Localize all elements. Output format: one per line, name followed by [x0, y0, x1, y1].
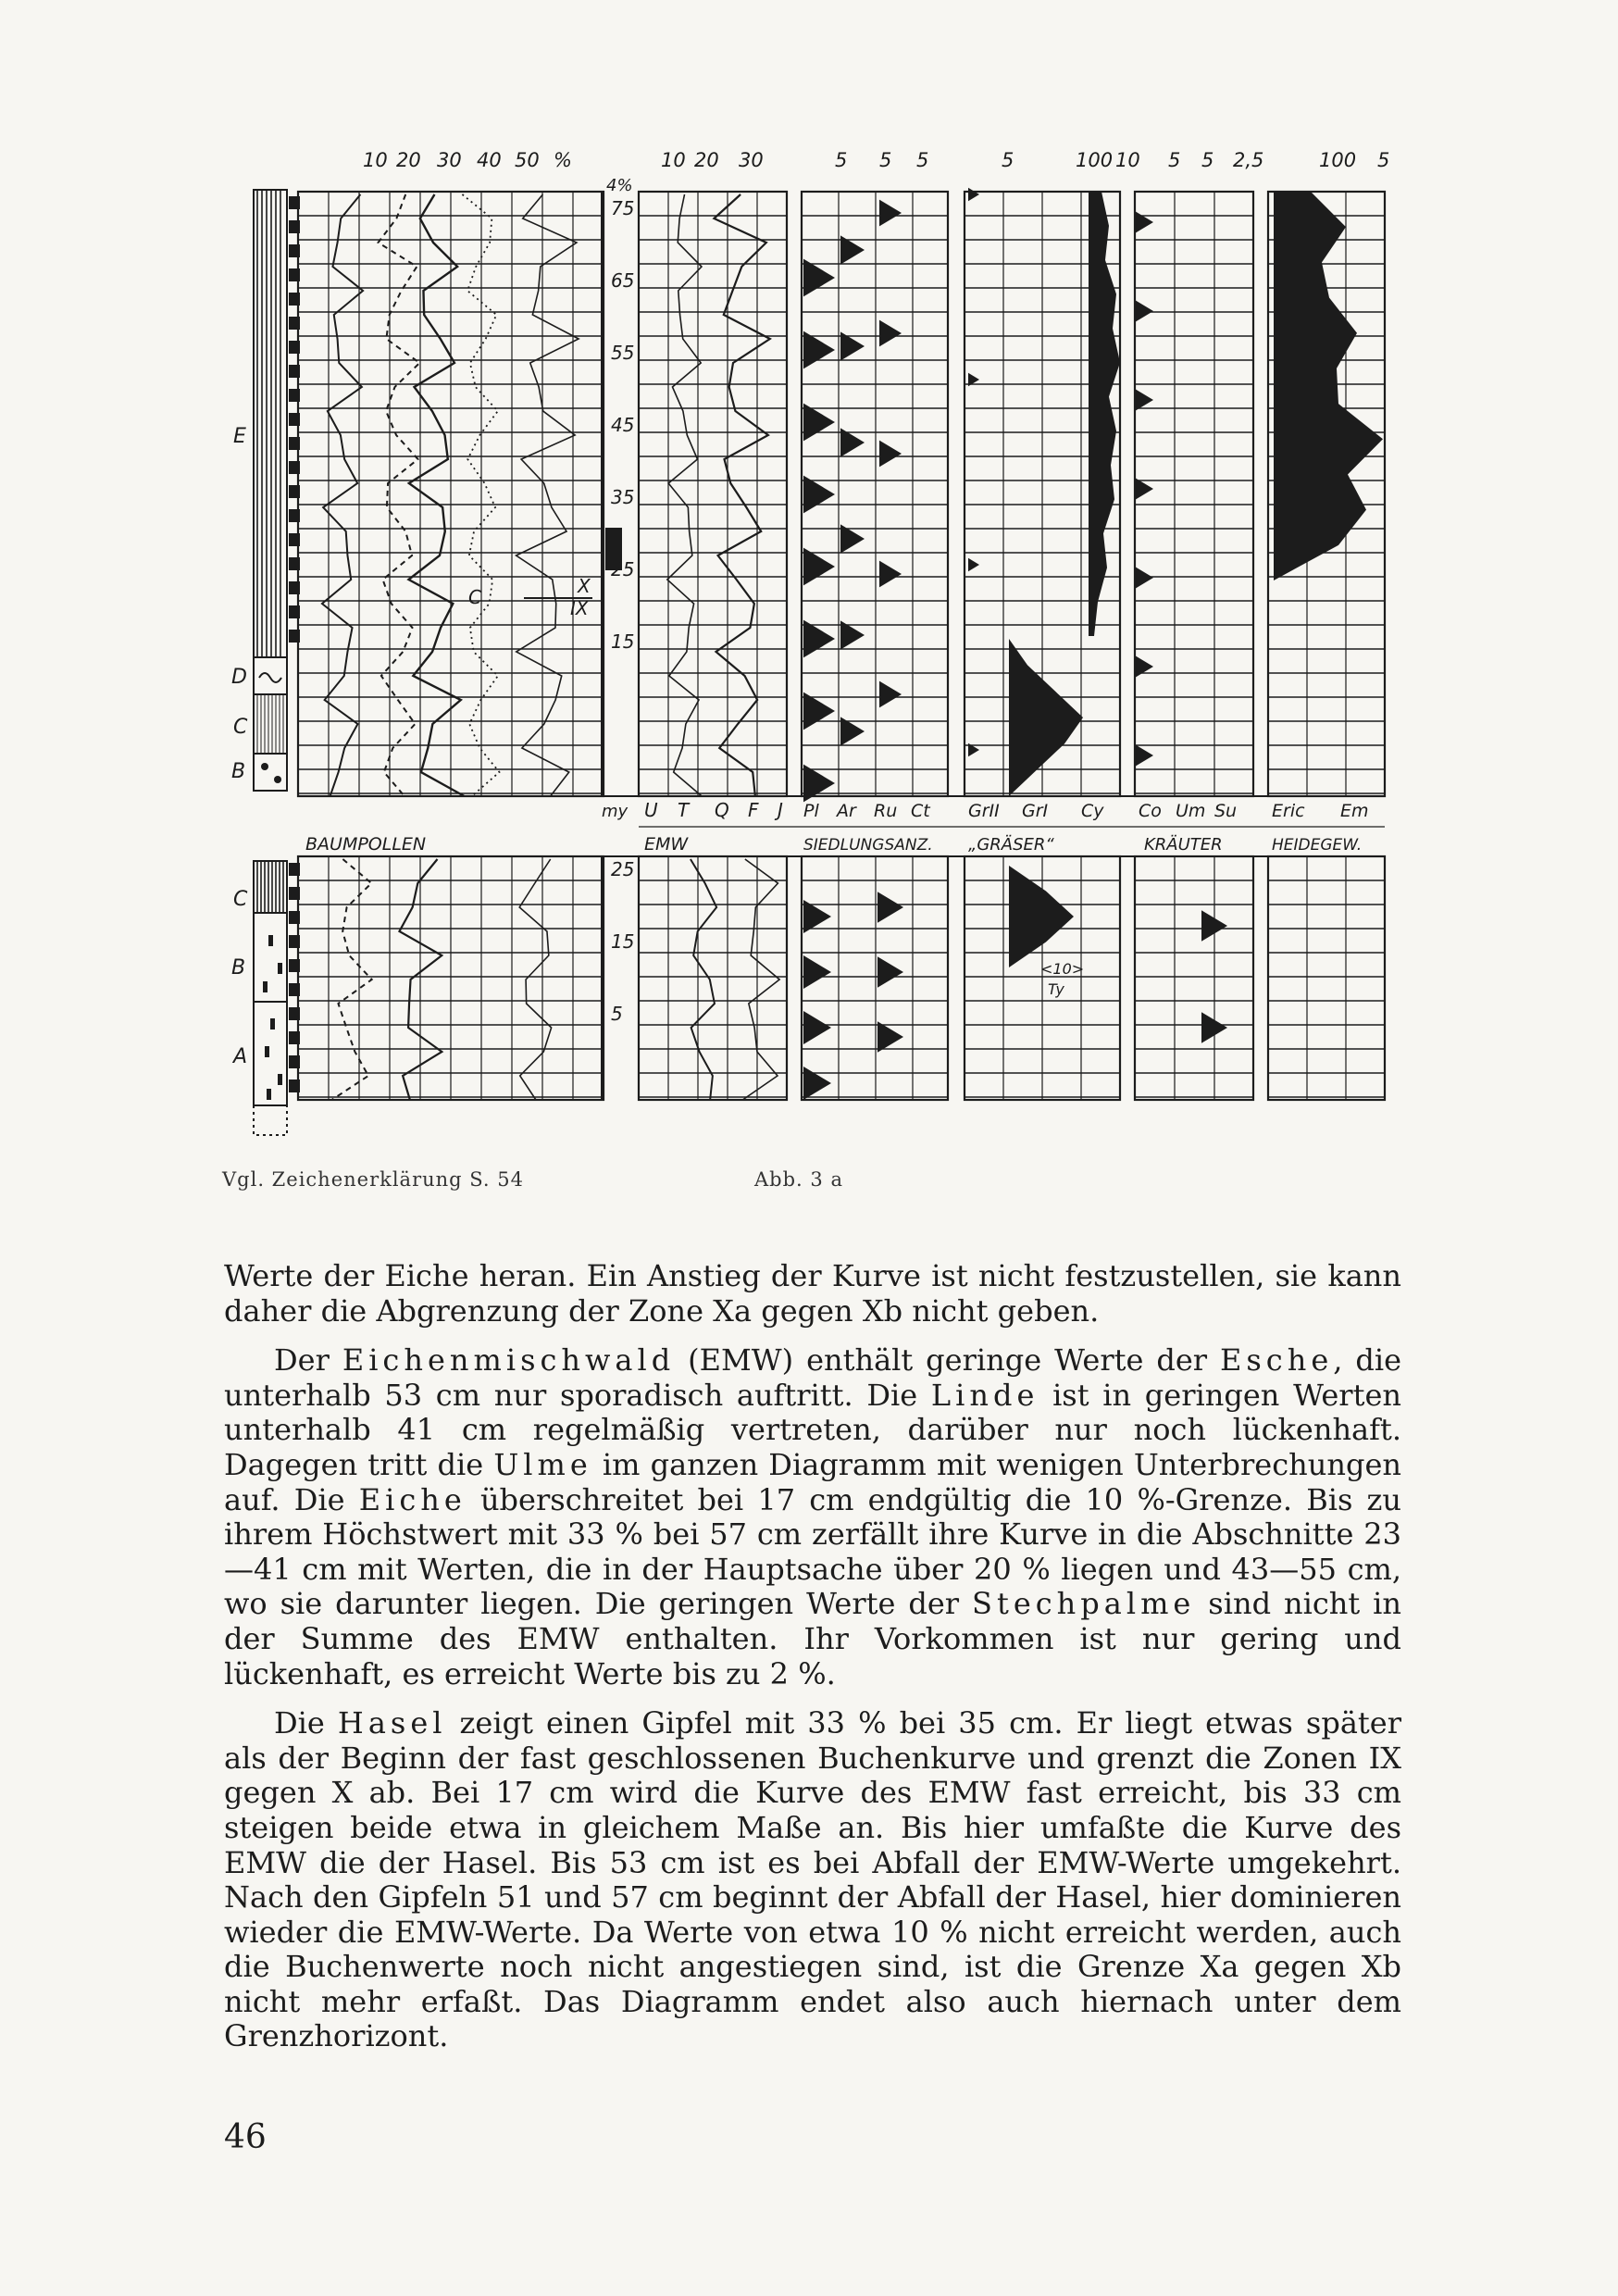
text-run: im ganzen Diagramm mit wenigen Unterbrechungen auf. Die: [224, 1446, 1401, 1517]
triangle-marker: [879, 441, 902, 468]
taxon-label: F: [748, 799, 759, 821]
group-label-siedlung: SIEDLUNGSANZ.: [803, 836, 933, 855]
strat-tick: [289, 983, 300, 996]
strat-tick: [289, 413, 300, 426]
pollen-curve: [742, 859, 779, 1100]
strat-tick: [289, 557, 300, 570]
triangle-marker: [1135, 300, 1153, 322]
pollen-curves: [322, 194, 779, 1100]
pollen-curve: [408, 194, 464, 796]
scale-label: 5: [835, 149, 848, 171]
depth-unit-label: my: [602, 802, 629, 821]
strat-mark: [265, 1046, 269, 1057]
pollen-curve: [379, 194, 420, 796]
triangle-marker: [803, 404, 835, 442]
taxon-label: T: [678, 799, 690, 821]
taxon-label: Ar: [837, 801, 856, 821]
pollen-curve: [691, 859, 716, 1100]
spaced-term: Esche: [1220, 1342, 1334, 1379]
pollen-curve: [519, 859, 551, 1100]
taxon-label: Eric: [1272, 801, 1305, 821]
zone-label: A: [233, 1045, 248, 1068]
strat-block: [254, 913, 287, 1002]
depth-label: 35: [611, 486, 635, 508]
triangle-marker: [1135, 567, 1153, 589]
zone-label: B: [231, 760, 246, 783]
taxon-label: U: [644, 799, 658, 821]
heath-silhouette: [1274, 192, 1383, 580]
strat-tick: [289, 1079, 300, 1092]
strat-block: [254, 754, 287, 791]
top-scale-labels: [363, 149, 1389, 195]
strat-tick: [289, 461, 300, 474]
strat-tick: [289, 293, 300, 306]
scale-label: 10: [661, 149, 686, 171]
scale-label: 20: [396, 149, 421, 171]
triangle-marker: [803, 1011, 831, 1044]
figure-caption-number: Abb. 3 a: [754, 1168, 843, 1191]
strat-tick: [289, 389, 300, 402]
depth-label: 75: [611, 197, 635, 219]
taxon-label: Co: [1139, 801, 1162, 821]
figure-caption-reference: Vgl. Zeichenerklärung S. 54: [222, 1168, 524, 1191]
triangle-marker: [968, 558, 979, 571]
taxon-label: Pl: [803, 801, 819, 821]
strat-tick: [289, 887, 300, 900]
strat-tick: [289, 1055, 300, 1068]
strat-mark: [278, 963, 282, 974]
grasses-silhouette: [1009, 639, 1083, 796]
scale-label: 30: [739, 149, 764, 171]
triangle-marker: [1135, 655, 1153, 678]
zone-mark: X: [578, 575, 591, 597]
zone-label: B: [231, 956, 246, 980]
paragraph-1: [224, 1259, 1401, 1329]
spaced-term: Ulme: [493, 1446, 592, 1482]
triangle-marker: [803, 955, 831, 989]
depth-label: 15: [611, 930, 635, 953]
spaced-term: Eiche: [358, 1481, 467, 1517]
annotation-label: Ty: [1048, 980, 1064, 998]
triangle-marker: [803, 1067, 831, 1100]
panel-frame-4: [1135, 192, 1253, 796]
triangle-marker: [803, 331, 835, 369]
lower-diagram-grid: [298, 856, 1385, 1100]
group-label-kraeuter: KRÄUTER: [1144, 835, 1223, 855]
paragraph-3: [224, 1706, 1401, 2054]
strat-tick: [289, 911, 300, 924]
text-run: , die unterhalb 53 cm nur sporadisch auftritt. Die: [224, 1342, 1402, 1413]
panel-frame-1: [639, 856, 787, 1100]
scale-label: 5: [1168, 149, 1181, 171]
triangle-marker: [879, 561, 902, 588]
text-run: (EMW) enthält geringe Werte der: [675, 1342, 1220, 1379]
scale-label: 5: [1201, 149, 1214, 171]
zone-label: E: [233, 425, 246, 448]
pollen-curve: [714, 194, 769, 796]
paragraph-2: [224, 1343, 1401, 1691]
triangle-marker: [803, 476, 835, 514]
pollen-curve: [517, 194, 579, 796]
taxon-label: Ct: [911, 801, 930, 821]
taxon-label: Su: [1214, 801, 1238, 821]
body-text: [224, 1259, 1401, 2069]
scale-label: 30: [437, 149, 462, 171]
triangle-marker: [803, 548, 835, 586]
grasses-silhouette: [1089, 192, 1120, 636]
scale-label: 50: [515, 149, 540, 171]
strat-mark: [263, 981, 268, 992]
strat-base: [254, 1105, 287, 1135]
taxon-label: Cy: [1081, 801, 1104, 821]
page-number: 46: [224, 2118, 267, 2156]
scale-label: 40: [477, 149, 502, 171]
depth-label: 45: [611, 414, 635, 436]
spaced-term: Hasel: [337, 1705, 447, 1741]
text-run: ist in geringen Werten unterhalb 41 cm regelmäßig vertreten, darüber nur noch lückenhaft. Dagegen tritt die: [224, 1377, 1402, 1482]
annotation-label: <10>: [1040, 960, 1085, 978]
strat-dot: [274, 776, 281, 783]
strat-tick: [289, 365, 300, 378]
scale-label: 5: [1002, 149, 1014, 171]
strat-tick: [289, 1031, 300, 1044]
group-label-graeser: „GRÄSER“: [968, 835, 1054, 855]
strat-tick: [289, 437, 300, 450]
strat-peat-block: [254, 190, 287, 657]
strat-tick: [289, 244, 300, 257]
strat-tick: [289, 581, 300, 594]
panel-frame-5: [1268, 856, 1385, 1100]
panel-frame-4: [1135, 856, 1253, 1100]
triangle-marker: [879, 320, 902, 347]
scale-label: 5: [916, 149, 929, 171]
text-run: Der: [274, 1342, 342, 1379]
strat-tick: [289, 268, 300, 281]
scale-label: 2,5: [1233, 149, 1264, 171]
scale-label: 10: [363, 149, 388, 171]
zone-mark: IX: [570, 597, 589, 619]
taxon-label: J: [778, 799, 783, 821]
triangle-marker: [879, 681, 902, 708]
strat-mark: [270, 1018, 275, 1029]
triangle-marker: [803, 620, 835, 658]
taxon-label: Um: [1176, 801, 1206, 821]
taxon-label: GrI: [1022, 801, 1049, 821]
spaced-term: Eichenmischwald: [342, 1342, 676, 1379]
strat-tick: [289, 959, 300, 972]
text-run: Werte der Eiche heran. Ein Anstieg der Kurve ist nicht festzustellen, sie kann daher die Abgrenzung der Zone Xa gegen Xb nicht geben.: [224, 1258, 1401, 1329]
strat-mark: [278, 1074, 282, 1085]
text-run: Die: [274, 1705, 338, 1741]
strat-block: [254, 861, 287, 913]
strat-tick: [289, 605, 300, 618]
zone-label: D: [231, 666, 247, 689]
taxon-label: Q: [715, 799, 729, 821]
stratigraphy-column: [254, 190, 300, 1135]
scale-label: 5: [1377, 149, 1390, 171]
scale-label: 20: [694, 149, 719, 171]
triangle-marker: [803, 693, 835, 730]
strat-wave-icon: [259, 673, 281, 682]
strat-tick: [289, 630, 300, 643]
triangle-marker: [877, 1021, 903, 1053]
triangle-marker: [877, 892, 903, 923]
depth-label: 25: [611, 858, 635, 880]
taxon-label: Ru: [874, 801, 898, 821]
panel-frame-1: [639, 192, 787, 796]
group-label-heide: HEIDEGEW.: [1272, 836, 1363, 855]
scale-label: %: [554, 149, 572, 171]
triangle-marker: [1135, 744, 1153, 767]
depth-scale-label: 4%: [606, 176, 633, 195]
strat-wave-block: [254, 657, 287, 694]
scale-label: 100: [1319, 149, 1357, 171]
zone-mark: C: [468, 586, 481, 608]
taxon-label: Em: [1340, 801, 1369, 821]
triangle-marker: [879, 200, 902, 227]
strat-block: [254, 694, 287, 754]
strat-tick: [289, 485, 300, 498]
text-run: zeigt einen Gipfel mit 33 % bei 35 cm. Er liegt etwas später als der Beginn der fast geschlossenen Buchenkurve und grenzt die Zonen IX gegen X ab. Bei 17 cm wird die Kurve des EMW fast erreicht, bis 33 cm steigen beide etwa in gleichem Maße an. Bis hier umfaßte die Kurve des EMW die der Hasel. Bis 53 cm ist es bei Abfall der EMW-Werte umgekehrt. Nach den Gipfeln 51 und 57 cm beginnt der Abfall der Hasel, hier dominieren wieder die EMW-Werte. Da Werte von etwa 10 % nicht erreicht werden, auch die Buchenwerte noch nicht angestiegen sind, ist die Grenze Xa gegen Xb nicht mehr erfaßt. Das Diagramm endet also auch hiernach unter dem Grenzhorizont.: [224, 1705, 1402, 2054]
triangle-marker: [803, 259, 835, 297]
strat-tick: [289, 509, 300, 522]
strat-tick: [289, 317, 300, 330]
taxon-label: GrII: [968, 801, 1000, 821]
upper-diagram-grid: [298, 192, 1385, 796]
strat-mark: [267, 1089, 271, 1100]
zone-label: C: [233, 716, 248, 739]
strat-tick: [289, 196, 300, 209]
group-label-emw: EMW: [644, 834, 689, 855]
depth-label: 15: [611, 630, 635, 653]
depth-label: 65: [611, 269, 635, 292]
strat-tick: [289, 533, 300, 546]
triangle-marker: [877, 956, 903, 988]
strat-mark: [268, 935, 273, 946]
scale-label: 5: [879, 149, 892, 171]
strat-tick: [289, 341, 300, 354]
triangle-marker: [968, 188, 979, 201]
depth-label: 25: [611, 558, 635, 580]
depth-label: 5: [611, 1003, 623, 1025]
strat-tick: [289, 1007, 300, 1020]
zone-label: C: [233, 888, 248, 911]
strat-tick: [289, 935, 300, 948]
pollen-curve: [667, 194, 702, 796]
pollen-curve: [331, 859, 371, 1100]
strat-tick: [289, 863, 300, 876]
text-run: überschreitet bei 17 cm endgültig die 10 %-Grenze. Bis zu ihrem Höchstwert mit 33 % bei 57 cm zerfällt ihre Kurve in die Abschnitte 23—41 cm mit Werten, die in der Hauptsache über 20 % liegen und 43—55 cm, wo sie darunter liegen. Die geringen Werte der: [224, 1481, 1402, 1622]
strat-dot: [261, 763, 268, 770]
depth-label: 55: [611, 342, 635, 364]
scale-label: 10: [1115, 149, 1140, 171]
panel-frame-2: [802, 856, 948, 1100]
spaced-term: Linde: [930, 1377, 1039, 1413]
strat-tick: [289, 220, 300, 233]
group-label-baumpollen: BAUMPOLLEN: [305, 834, 427, 855]
silhouette-curves: [605, 188, 1383, 1100]
spaced-term: Stechpalme: [972, 1586, 1196, 1622]
triangle-marker: [1135, 211, 1153, 233]
scale-label: 100: [1076, 149, 1114, 171]
text-run: sind nicht in der Summe des EMW enthalten. Ihr Vorkommen ist nur gering und lückenhaft, es erreicht Werte bis zu 2 %.: [224, 1586, 1402, 1691]
